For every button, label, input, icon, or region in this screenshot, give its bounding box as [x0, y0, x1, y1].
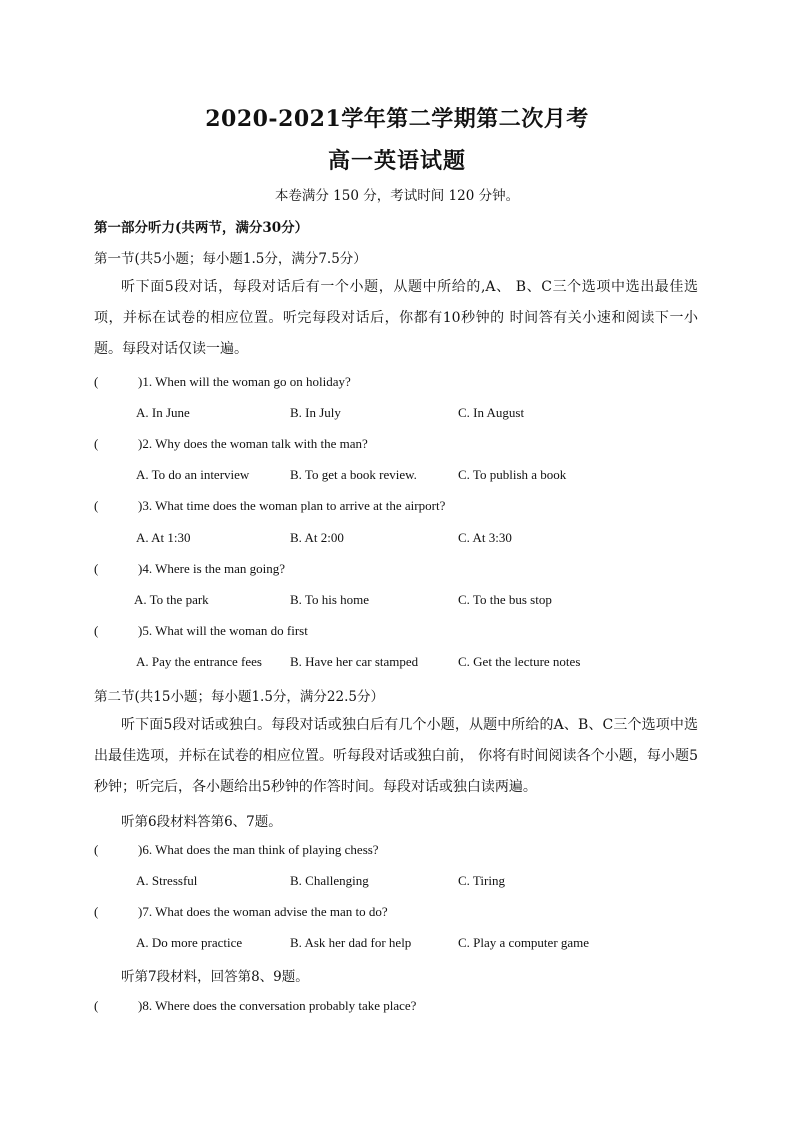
answer-bracket[interactable]: ( [94, 436, 99, 451]
option-a: A. To the park [134, 592, 209, 607]
option-a: A. Do more practice [136, 935, 243, 950]
option-a: A. Stressful [136, 873, 198, 888]
question-text: 8. Where does the conversation probably take place? [142, 998, 417, 1013]
question-3: ( )3. What time does the woman plan to arrive at the airport? [94, 498, 446, 513]
option-b: B. Have her car stamped [290, 654, 419, 669]
part1-heading: 第一部分听力(共两节，满分30分） [94, 220, 309, 236]
option-b: B. At 2:00 [290, 530, 344, 545]
option-a: A. At 1:30 [136, 530, 191, 545]
material-7-note: 听第7段材料，回答第8、9题。 [121, 969, 309, 985]
question-text: 3. What time does the woman plan to arrive at the airport? [142, 498, 446, 513]
option-b: B. Ask her dad for help [290, 935, 412, 950]
question-2: ( )2. Why does the woman talk with the man? [94, 436, 368, 451]
answer-bracket[interactable]: ( [94, 374, 99, 389]
question-text: 4. Where is the man going? [142, 561, 286, 576]
answer-bracket[interactable]: ( [94, 561, 99, 576]
answer-bracket[interactable]: ( [94, 498, 99, 513]
material-6-note: 听第6段材料答第6、7题。 [121, 814, 282, 830]
option-c: C. To the bus stop [458, 592, 552, 607]
option-b: B. Challenging [290, 873, 369, 888]
exam-subtitle: 高一英语试题 [327, 148, 466, 174]
section1-instructions: 听下面5段对话，每段对话后有一个小题，从题中所给的,A、 B、C三个选项中选出最佳选项，并标在试卷的相应位置。听完每段对话后，你都有10秒钟的 时间答有关小速和阅读下一小题。每段对话仅读一遍。 [94, 279, 698, 357]
option-c: C. To publish a book [458, 467, 567, 482]
option-a: A. To do an interview [136, 467, 250, 482]
option-c: C. In August [458, 405, 525, 420]
question-8: ( )8. Where does the conversation probably take place? [94, 998, 417, 1013]
question-7: ( )7. What does the woman advise the man to do? [94, 904, 388, 919]
question-1: ( )1. When will the woman go on holiday? [94, 374, 351, 389]
option-b: B. To get a book review. [290, 467, 417, 482]
option-a: A. In June [136, 405, 190, 420]
question-4: ( )4. Where is the man going? [94, 561, 286, 576]
option-b: B. To his home [290, 592, 370, 607]
question-text: 2. Why does the woman talk with the man? [142, 436, 368, 451]
answer-bracket[interactable]: ( [94, 623, 99, 638]
question-6: ( )6. What does the man think of playing chess? [94, 842, 379, 857]
section2-heading: 第二节(共15小题；每小题1.5分，满分22.5分） [94, 689, 384, 705]
option-b: B. In July [290, 405, 341, 420]
section1-heading: 第一节(共5小题；每小题1.5分，满分7.5分） [94, 251, 367, 267]
question-text: 5. What will the woman do first [142, 623, 308, 638]
exam-info: 本卷满分 150 分，考试时间 120 分钟。 [274, 188, 520, 204]
answer-bracket[interactable]: ( [94, 904, 99, 919]
option-c: C. Play a computer game [458, 935, 590, 950]
answer-bracket[interactable]: ( [94, 842, 99, 857]
answer-bracket[interactable]: ( [94, 998, 99, 1013]
question-text: 1. When will the woman go on holiday? [142, 374, 351, 389]
question-text: 7. What does the woman advise the man to do? [142, 904, 388, 919]
exam-title: 2020-2021学年第二学期第二次月考 [205, 106, 589, 132]
option-c: C. Get the lecture notes [458, 654, 581, 669]
question-text: 6. What does the man think of playing chess? [142, 842, 379, 857]
option-c: C. Tiring [458, 873, 505, 888]
question-5: ( )5. What will the woman do first [94, 623, 308, 638]
option-c: C. At 3:30 [458, 530, 512, 545]
option-a: A. Pay the entrance fees [136, 654, 262, 669]
section2-instructions: 听下面5段对话或独白。每段对话或独白后有几个小题，从题中所给的A、B、C三个选项中选出最佳选项，并标在试卷的相应位置。听每段对话或独白前， 你将有时间阅读各个小题，每小题5秒钟；听完后，各小题给出5秒钟的作答时间。每段对话或独白读两遍。 [94, 717, 698, 795]
